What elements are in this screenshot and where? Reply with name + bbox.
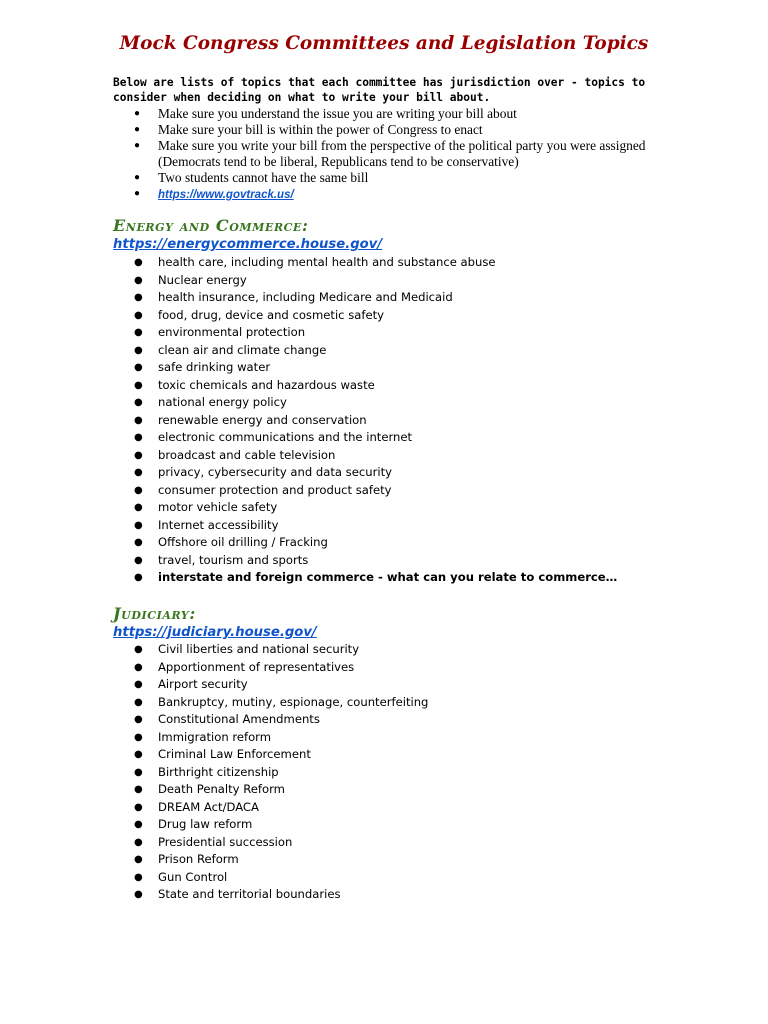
topic-text: Nuclear energy — [158, 272, 247, 287]
topic-text: DREAM Act/DACA — [158, 799, 259, 814]
topic-text: food, drug, device and cosmetic safety — [158, 307, 384, 322]
section-heading-energy-commerce: Energy and Commerce: — [113, 216, 309, 235]
bullet-icon: ● — [134, 749, 143, 760]
guideline-text: Two students cannot have the same bill — [158, 169, 369, 185]
topic-text: motor vehicle safety — [158, 500, 278, 514]
bullet-icon: ● — [134, 171, 141, 183]
list-item — [113, 106, 673, 122]
bullet-icon: ● — [134, 344, 143, 356]
topic-text: electronic communications and the internet — [158, 430, 413, 444]
list-item — [113, 799, 673, 817]
topic-text: Drug law reform — [158, 817, 253, 831]
list-item — [113, 464, 673, 482]
bullet-icon: ● — [134, 572, 143, 583]
list-item — [113, 122, 673, 138]
bullet-icon: ● — [134, 274, 143, 286]
list-item — [113, 170, 673, 186]
topic-text: Death Penalty Reform — [158, 782, 285, 796]
bullet-icon: ● — [134, 731, 143, 743]
list-item — [113, 641, 673, 659]
bullet-icon: ● — [134, 327, 143, 338]
topic-text: Birthright citizenship — [158, 764, 279, 779]
bullet-icon: ● — [134, 519, 143, 531]
bullet-icon: ● — [134, 362, 143, 373]
bullet-icon: ● — [134, 257, 143, 268]
topic-text: travel, tourism and sports — [158, 552, 309, 567]
energy-commerce-link[interactable]: https://energycommerce.house.gov/ — [113, 237, 383, 252]
bullet-icon: ● — [134, 871, 143, 883]
topic-text: broadcast and cable television — [158, 447, 336, 462]
list-item — [113, 694, 673, 712]
bullet-icon: ● — [134, 484, 143, 496]
bullet-icon: ● — [134, 309, 143, 321]
bullet-icon: ● — [134, 696, 143, 708]
list-item — [113, 482, 673, 500]
topic-text: Criminal Law Enforcement — [158, 747, 311, 761]
list-item — [113, 272, 673, 290]
list-item — [113, 289, 673, 307]
bullet-icon: ● — [134, 661, 143, 673]
govtrack-link[interactable]: https://www.govtrack.us/ — [158, 188, 294, 201]
topic-text: Apportionment of representatives — [158, 659, 355, 674]
list-item — [113, 324, 673, 342]
list-item — [113, 342, 673, 360]
bullet-icon: ● — [134, 889, 143, 900]
topic-text: Prison Reform — [158, 852, 239, 866]
bullet-icon: ● — [134, 819, 143, 830]
bullet-icon: ● — [134, 784, 143, 795]
list-item — [113, 429, 673, 447]
list-item — [113, 834, 673, 852]
bullet-icon: ● — [134, 379, 143, 391]
bullet-icon: ● — [134, 140, 141, 152]
guideline-text: Make sure you write your bill from the perspective of the political party you were assigned (Democrats tend to be liberal, Republicans tend to be conservative) — [158, 138, 646, 169]
section-heading-judiciary: Judiciary: — [113, 604, 196, 623]
list-item — [113, 676, 673, 694]
judiciary-link[interactable]: https://judiciary.house.gov/ — [113, 625, 317, 640]
list-item — [113, 447, 673, 465]
topic-text: clean air and climate change — [158, 342, 327, 357]
bullet-icon: ● — [134, 449, 143, 461]
bullet-icon: ● — [134, 187, 141, 199]
list-item — [113, 746, 673, 764]
list-item — [113, 569, 673, 587]
list-item — [113, 659, 673, 677]
bullet-icon: ● — [134, 124, 141, 136]
list-item — [113, 394, 673, 412]
topic-text: Constitutional Amendments — [158, 712, 320, 726]
list-item — [113, 729, 673, 747]
bullet-icon: ● — [134, 801, 143, 813]
bullet-icon: ● — [134, 292, 143, 303]
bullet-icon: ● — [134, 108, 141, 119]
list-item — [113, 534, 673, 552]
topic-text: Offshore oil drilling / Fracking — [158, 535, 328, 549]
topic-text: Gun Control — [158, 869, 228, 884]
topic-text: environmental protection — [158, 325, 306, 339]
bullet-icon: ● — [134, 467, 143, 478]
list-item — [113, 851, 673, 869]
list-item — [113, 552, 673, 570]
list-item — [113, 764, 673, 782]
list-item — [113, 412, 673, 430]
topic-text: renewable energy and conservation — [158, 412, 367, 427]
topic-text: safe drinking water — [158, 360, 271, 374]
list-item — [113, 186, 673, 204]
energy-commerce-topic-list — [113, 254, 673, 587]
bullet-icon: ● — [134, 836, 143, 848]
list-item — [113, 359, 673, 377]
intro-guidelines-list — [113, 106, 673, 204]
bullet-icon: ● — [134, 854, 143, 865]
bullet-icon: ● — [134, 537, 143, 548]
list-item — [113, 499, 673, 517]
bullet-icon: ● — [134, 679, 143, 690]
list-item — [113, 307, 673, 325]
topic-text: consumer protection and product safety — [158, 482, 392, 497]
topic-text: health insurance, including Medicare and Medicaid — [158, 290, 453, 304]
intro-paragraph: Below are lists of topics that each committee has jurisdiction over - topics to consider when deciding on what to write your bill about. — [113, 76, 646, 104]
list-item — [113, 254, 673, 272]
bullet-icon: ● — [134, 714, 143, 725]
bullet-icon: ● — [134, 502, 143, 513]
document-title: Mock Congress Committees and Legislation Topics — [119, 33, 649, 54]
list-item — [113, 869, 673, 887]
bullet-icon: ● — [134, 414, 143, 426]
topic-text: Internet accessibility — [158, 517, 279, 532]
list-item — [113, 781, 673, 799]
topic-text: Airport security — [158, 677, 248, 691]
topic-text: toxic chemicals and hazardous waste — [158, 377, 375, 392]
guideline-text: Make sure your bill is within the power of Congress to enact — [158, 122, 483, 138]
bullet-icon: ● — [134, 644, 143, 655]
list-item — [113, 517, 673, 535]
topic-text: national energy policy — [158, 395, 287, 409]
judiciary-topic-list — [113, 641, 673, 904]
topic-text: Civil liberties and national security — [158, 642, 360, 656]
list-item — [113, 711, 673, 729]
topic-text: Immigration reform — [158, 729, 272, 744]
list-item — [113, 886, 673, 904]
bullet-icon: ● — [134, 432, 143, 443]
topic-text: Bankruptcy, mutiny, espionage, counterfeiting — [158, 694, 429, 709]
bullet-icon: ● — [134, 397, 143, 408]
bullet-icon: ● — [134, 554, 143, 566]
bullet-icon: ● — [134, 766, 143, 778]
topic-text: privacy, cybersecurity and data security — [158, 465, 392, 479]
guideline-text: Make sure you understand the issue you are writing your bill about — [158, 106, 517, 121]
topic-text: Presidential succession — [158, 834, 293, 849]
topic-text: State and territorial boundaries — [158, 887, 341, 901]
list-item — [113, 138, 673, 169]
list-item — [113, 816, 673, 834]
topic-text: interstate and foreign commerce - what can you relate to commerce… — [158, 570, 618, 584]
topic-text: health care, including mental health and substance abuse — [158, 255, 496, 269]
list-item — [113, 377, 673, 395]
